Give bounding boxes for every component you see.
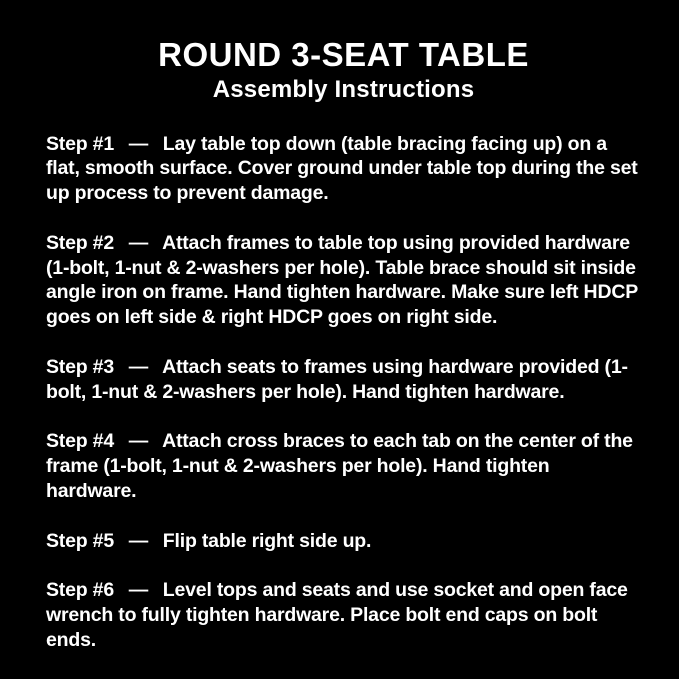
step-1-text: Step #1 — Lay table top down (table bracing facing up) on a flat, smooth surface. Cover ground under table top during the set up process to prevent damage. [46, 132, 638, 205]
step-2-text: Step #2 — Attach frames to table top using provided hardware (1-bolt, 1-nut & 2-washers per hole). Table brace should sit inside angle iron on frame. Hand tighten hardware. Make sure left HDCP goes on left side & right HDCP goes on right side. [46, 231, 638, 329]
step-4-text: Step #4 — Attach cross braces to each tab on the center of the frame (1-bolt, 1-nut & 2-washers per hole). Hand tighten hardware. [46, 430, 633, 502]
page-title: ROUND 3-SEAT TABLE [158, 36, 529, 73]
step-3-text: Step #3 — Attach seats to frames using hardware provided (1-bolt, 1-nut & 2-washers per hole). Hand tighten hardware. [46, 355, 628, 403]
page-subtitle: Assembly Instructions [212, 75, 475, 103]
step-5-text: Step #5 — Flip table right side up. [46, 529, 372, 552]
steps-list [46, 132, 641, 653]
step-6-text: Step #6 — Level tops and seats and use socket and open face wrench to fully tighten hardware. Place bolt end caps on bolt ends. [46, 579, 628, 651]
